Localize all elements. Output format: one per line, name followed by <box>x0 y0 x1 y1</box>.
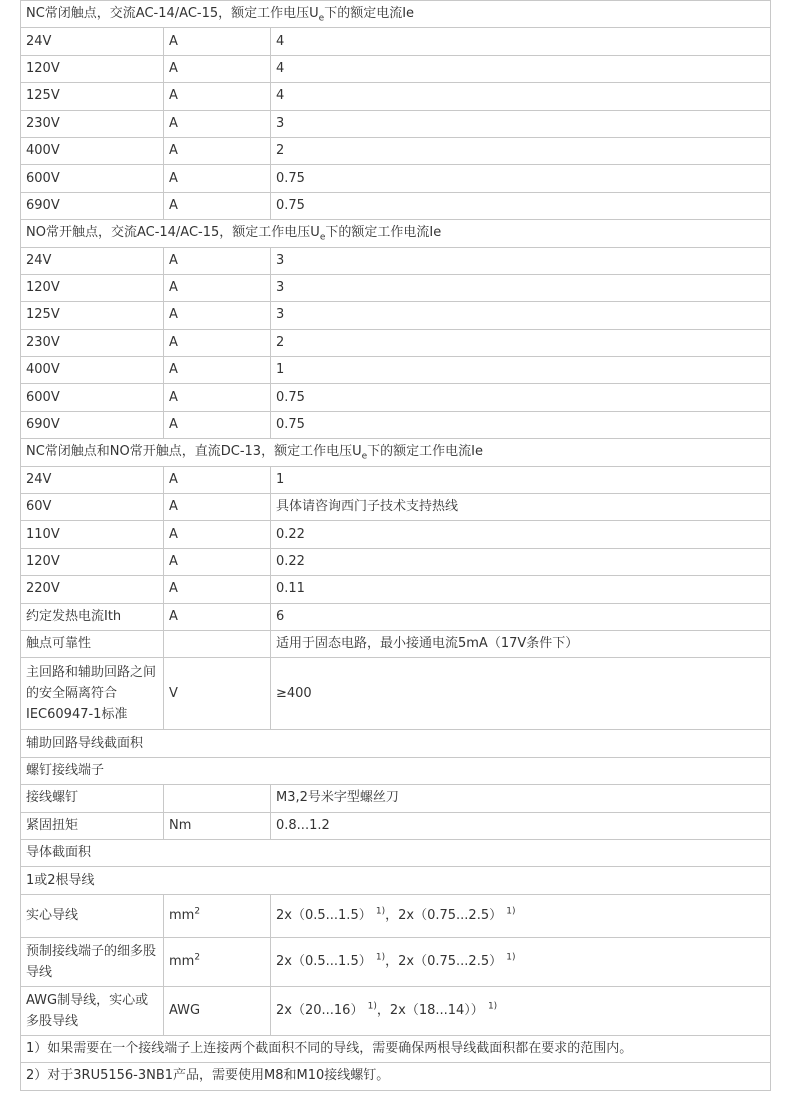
value-cell: 3 <box>271 302 771 329</box>
section-title: NC常闭触点和NO常开触点，直流DC-13，额定工作电压$U_e$下的额定工作电流Ie <box>21 439 771 466</box>
value-cell: 3 <box>271 110 771 137</box>
section-header-nc-ac <box>21 1 771 28</box>
conductor-cross-row <box>21 839 771 866</box>
value-cell: M3,2号米字型螺丝刀 <box>271 785 771 812</box>
voltage-cell: 600V <box>21 165 164 192</box>
value-cell: 0.75 <box>271 165 771 192</box>
note-row <box>21 1035 771 1062</box>
value-cell: 2 <box>271 137 771 164</box>
unit-cell: A <box>164 466 271 493</box>
value-cell: 4 <box>271 28 771 55</box>
value-cell: 2x（0.5...1.5） $^{1)}$，2x（0.75...2.5） $^{1)}$ <box>271 894 771 937</box>
table-row <box>21 165 771 192</box>
voltage-cell: 60V <box>21 494 164 521</box>
footnote: 1）如果需要在一个接线端子上连接两个截面积不同的导线，需要确保两根导线截面积都在要求的范围内。 <box>21 1035 771 1062</box>
unit-cell: A <box>164 192 271 219</box>
unit-cell: A <box>164 357 271 384</box>
table-row <box>21 329 771 356</box>
unit-cell: $mm^2$ <box>164 894 271 937</box>
voltage-cell: 220V <box>21 576 164 603</box>
solid-row <box>21 894 771 937</box>
table-row <box>21 28 771 55</box>
voltage-cell: 120V <box>21 55 164 82</box>
unit-cell: $mm^2$ <box>164 937 271 986</box>
unit-cell: A <box>164 165 271 192</box>
note-row <box>21 1063 771 1090</box>
voltage-cell: 24V <box>21 247 164 274</box>
unit-cell: A <box>164 384 271 411</box>
value-cell: 2x（20...16） $^{1)}$，2x（18...14）） $^{1)}$ <box>271 986 771 1035</box>
table-row <box>21 247 771 274</box>
section-title: 螺钉接线端子 <box>21 757 771 784</box>
unit-cell: A <box>164 411 271 438</box>
table-row <box>21 384 771 411</box>
voltage-cell: 120V <box>21 274 164 301</box>
label-cell: 紧固扭矩 <box>21 812 164 839</box>
voltage-cell: 230V <box>21 110 164 137</box>
unit-cell: V <box>164 658 271 730</box>
value-cell: 具体请咨询西门子技术支持热线 <box>271 494 771 521</box>
value-cell: 4 <box>271 83 771 110</box>
voltage-cell: 400V <box>21 137 164 164</box>
table-row <box>21 274 771 301</box>
voltage-cell: 24V <box>21 28 164 55</box>
unit-cell: A <box>164 494 271 521</box>
label-cell: 约定发热电流Ith <box>21 603 164 630</box>
section-header-no-ac <box>21 220 771 247</box>
value-cell: 3 <box>271 247 771 274</box>
voltage-cell: 110V <box>21 521 164 548</box>
table-row <box>21 521 771 548</box>
voltage-cell: 600V <box>21 384 164 411</box>
value-cell: 3 <box>271 274 771 301</box>
one-or-two-row <box>21 867 771 894</box>
voltage-cell: 400V <box>21 357 164 384</box>
label-cell: 主回路和辅助回路之间的安全隔离符合IEC60947-1标准 <box>21 658 164 730</box>
unit-cell: A <box>164 302 271 329</box>
unit-cell: A <box>164 83 271 110</box>
value-cell: 4 <box>271 55 771 82</box>
label-cell: AWG制导线，实心或多股导线 <box>21 986 164 1035</box>
value-cell: 0.22 <box>271 548 771 575</box>
reliability-row <box>21 630 771 657</box>
table-row <box>21 110 771 137</box>
voltage-cell: 24V <box>21 466 164 493</box>
value-cell: 0.75 <box>271 384 771 411</box>
voltage-cell: 125V <box>21 83 164 110</box>
table-row <box>21 357 771 384</box>
awg-row <box>21 986 771 1035</box>
section-title: 1或2根导线 <box>21 867 771 894</box>
label-cell: 触点可靠性 <box>21 630 164 657</box>
value-cell: 0.11 <box>271 576 771 603</box>
value-cell: 适用于固态电路，最小接通电流5mA（17V条件下） <box>271 630 771 657</box>
voltage-cell: 120V <box>21 548 164 575</box>
ith-row <box>21 603 771 630</box>
table-row <box>21 302 771 329</box>
table-row <box>21 55 771 82</box>
section-title: NC常闭触点，交流AC-14/AC-15，额定工作电压$U_e$下的额定电流Ie <box>21 1 771 28</box>
unit-cell: Nm <box>164 812 271 839</box>
isolation-row <box>21 658 771 730</box>
label-cell: 接线螺钉 <box>21 785 164 812</box>
unit-cell: A <box>164 137 271 164</box>
voltage-cell: 690V <box>21 192 164 219</box>
table-row <box>21 576 771 603</box>
table-row <box>21 548 771 575</box>
section-header-dc <box>21 439 771 466</box>
section-title: 辅助回路导线截面积 <box>21 730 771 757</box>
table-row <box>21 137 771 164</box>
spec-table <box>20 0 771 1091</box>
unit-cell: A <box>164 548 271 575</box>
value-cell: 0.75 <box>271 192 771 219</box>
value-cell: 6 <box>271 603 771 630</box>
voltage-cell: 230V <box>21 329 164 356</box>
unit-cell: A <box>164 603 271 630</box>
unit-cell: A <box>164 274 271 301</box>
value-cell: 1 <box>271 466 771 493</box>
terminal-screw-row <box>21 785 771 812</box>
value-cell: ≥400 <box>271 658 771 730</box>
value-cell: 0.75 <box>271 411 771 438</box>
unit-cell: A <box>164 521 271 548</box>
value-cell: 0.8...1.2 <box>271 812 771 839</box>
footnote: 2）对于3RU5156-3NB1产品，需要使用M8和M10接线螺钉。 <box>21 1063 771 1090</box>
screw-terminal-row <box>21 757 771 784</box>
table-row <box>21 494 771 521</box>
table-row <box>21 466 771 493</box>
unit-cell: A <box>164 247 271 274</box>
label-cell: 实心导线 <box>21 894 164 937</box>
unit-cell: A <box>164 28 271 55</box>
table-row <box>21 411 771 438</box>
unit-cell: A <box>164 110 271 137</box>
value-cell: 1 <box>271 357 771 384</box>
label-cell: 预制接线端子的细多股导线 <box>21 937 164 986</box>
value-cell: 2 <box>271 329 771 356</box>
section-title: NO常开触点，交流AC-14/AC-15，额定工作电压$U_e$下的额定工作电流Ie <box>21 220 771 247</box>
aux-cross-section-row <box>21 730 771 757</box>
table-row <box>21 192 771 219</box>
torque-row <box>21 812 771 839</box>
value-cell: 2x（0.5...1.5） $^{1)}$，2x（0.75...2.5） $^{1)}$ <box>271 937 771 986</box>
unit-cell: A <box>164 576 271 603</box>
voltage-cell: 125V <box>21 302 164 329</box>
unit-cell <box>164 785 271 812</box>
voltage-cell: 690V <box>21 411 164 438</box>
unit-cell: A <box>164 329 271 356</box>
finely-row <box>21 937 771 986</box>
section-title: 导体截面积 <box>21 839 771 866</box>
unit-cell: AWG <box>164 986 271 1035</box>
unit-cell: A <box>164 55 271 82</box>
value-cell: 0.22 <box>271 521 771 548</box>
table-row <box>21 83 771 110</box>
unit-cell <box>164 630 271 657</box>
